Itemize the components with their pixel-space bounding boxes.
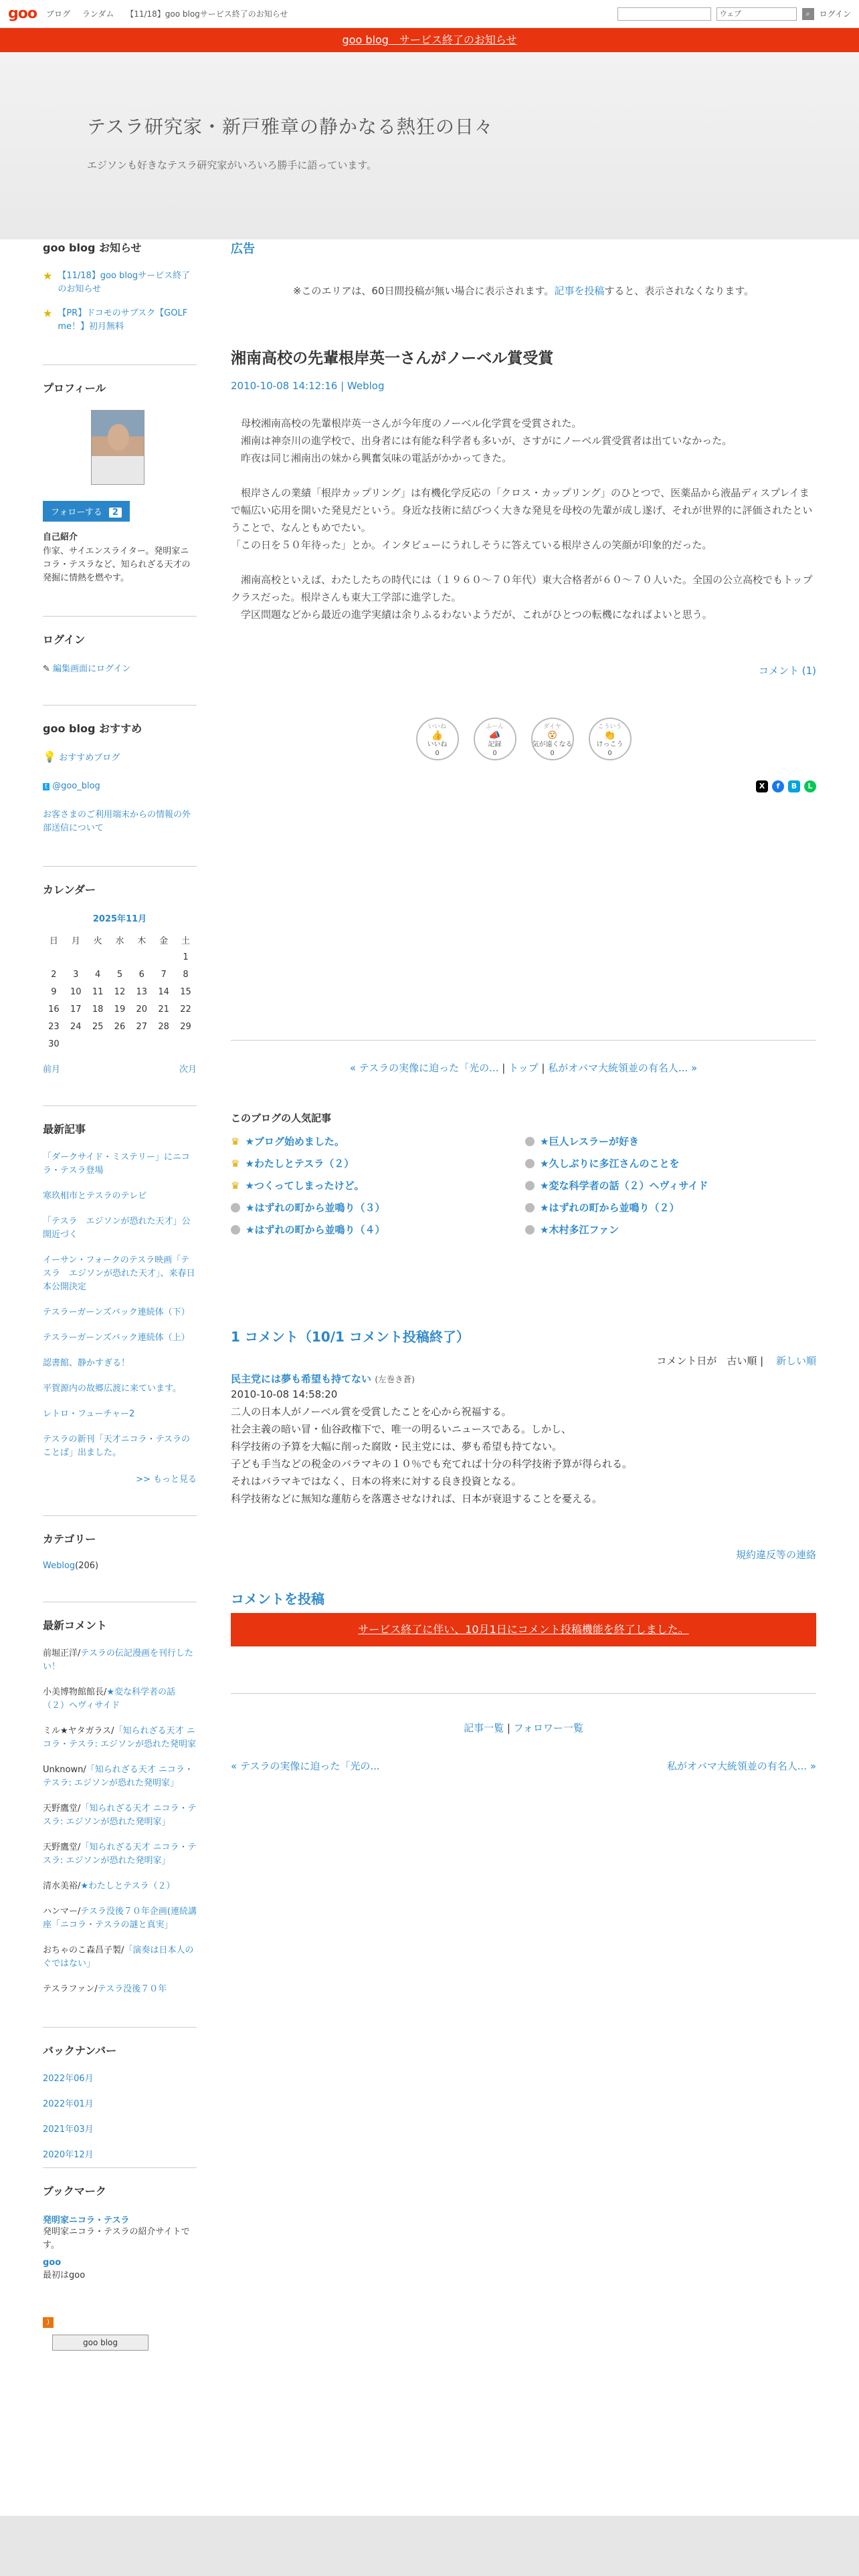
sidebar <box>43 239 197 2381</box>
dizzy-face-reaction-button[interactable] <box>531 718 574 760</box>
bookmark-desc: 発明家ニコラ・テスラの紹介サイトです。 <box>43 2227 190 2250</box>
calendar-day <box>130 1035 153 1053</box>
calendar-day[interactable]: 20 <box>136 1004 148 1014</box>
calendar-day[interactable]: 8 <box>183 969 189 980</box>
calendar-day <box>153 948 175 966</box>
star-icon: ★ <box>43 307 53 320</box>
rss-icon[interactable]: ) <box>43 2317 54 2328</box>
popular-item <box>525 1222 813 1237</box>
comment-sort: コメント日が 古い順 | 新しい順 <box>656 1355 816 1367</box>
reaction-label: けっこう <box>596 741 624 748</box>
recommend-link[interactable]: @goo_blog <box>52 781 100 791</box>
calendar-table <box>43 931 197 1053</box>
share-buttons <box>231 780 816 792</box>
recent-post-link[interactable]: レトロ・フューチャー2 <box>43 1409 135 1419</box>
popular-link[interactable]: ★木村多江ファン <box>540 1224 619 1236</box>
reaction-top: ダイヤ <box>543 724 561 730</box>
post-category-link[interactable]: Weblog <box>347 380 385 392</box>
pencil-icon: ✎ <box>43 664 50 674</box>
comment-line: 二人の日本人がノーベル賞を受賞したことを心から祝福する。 <box>231 1406 512 1418</box>
main-content <box>231 239 816 1773</box>
sidebar-recent-comments <box>43 1602 197 1996</box>
list-item <box>43 1306 197 1319</box>
reaction-count: 0 <box>435 750 440 757</box>
megaphone-icon: 📣 <box>488 730 501 741</box>
recent-comment-link[interactable]: 「知られざる天才 ニコラ・テスラ: エジソンが恐れた発明家 <box>43 1726 196 1749</box>
list-item <box>43 1686 197 1713</box>
search-type-select[interactable]: ウェブ <box>717 7 797 21</box>
badge-label: goo blog <box>82 2338 118 2347</box>
report-link[interactable]: 規約違反等の連絡 <box>735 1549 816 1561</box>
list-item <box>43 1983 197 1996</box>
sidebar-heading: カテゴリー <box>43 1533 96 1545</box>
sort-label: コメント日が <box>656 1355 717 1367</box>
calendar-day <box>87 1035 109 1053</box>
calendar-day[interactable]: 26 <box>114 1021 126 1032</box>
sidebar-heading: 最新コメント <box>43 1619 108 1632</box>
list-item <box>43 270 197 296</box>
comment-author: 天野鷹堂/ <box>43 1842 81 1852</box>
more-link[interactable]: >> もっと見る <box>136 1475 197 1485</box>
calendar-day[interactable]: 18 <box>92 1004 104 1014</box>
nav-blog[interactable]: ブログ <box>45 9 70 19</box>
post-paragraph: 湘南高校といえば、わたしたちの時代には（１９６０〜７０年代）東大合格者が６０〜７０人いた。全国の公立高校でもトップクラスだった。根岸さんも東大工学部に進学した。 <box>231 574 813 603</box>
popular-link[interactable]: ★ブログ始めました。 <box>245 1136 345 1148</box>
next-post-link[interactable]: 私がオバマ大統領並の有名人... » <box>667 1760 816 1772</box>
list-item <box>43 1190 197 1203</box>
calendar-day[interactable]: 10 <box>70 986 82 997</box>
post-date: 2010-10-08 14:12:16 <box>231 380 338 392</box>
sidebar-heading: ログイン <box>43 633 86 646</box>
popular-item <box>231 1134 525 1148</box>
rank-dot-icon <box>231 1203 240 1212</box>
calendar-weekday: 金 <box>159 936 169 946</box>
follower-list-link[interactable]: フォロワー一覧 <box>513 1722 583 1734</box>
blog-subtitle: エジソンも好きなテスラ研究家がいろいろ勝手に語っています。 <box>87 159 377 171</box>
popular-item <box>525 1200 813 1214</box>
calendar-day <box>130 948 153 966</box>
megaphone-reaction-button[interactable] <box>474 718 516 760</box>
calendar-day[interactable]: 1 <box>183 952 189 962</box>
calendar-weekday: 月 <box>71 936 80 946</box>
post-title[interactable]: 湘南高校の先輩根岸英一さんがノーベル賞受賞 <box>231 350 554 367</box>
recent-comment-link[interactable]: 「知られざる天才 ニコラ・テスラ: エジソンが恐れた発明家」 <box>43 1804 197 1827</box>
rank-dot-icon <box>231 1225 240 1235</box>
search-icon[interactable]: ⌕ <box>802 8 814 20</box>
facebook-share-icon[interactable]: f <box>772 780 784 792</box>
sidebar-heading: 最新記事 <box>43 1123 86 1136</box>
comment-author: (左巻き蒼) <box>375 1374 415 1384</box>
bookmark-link[interactable]: goo <box>43 2258 62 2268</box>
post-comment-closed-link[interactable]: サービス終了に伴い、10月1日にコメント投稿機能を終了しました。 <box>358 1623 689 1636</box>
crown-icon: ♛ <box>231 1157 240 1170</box>
dizzy-face-icon: 😵 <box>547 730 557 741</box>
calendar-weekday: 日 <box>49 936 58 946</box>
calendar-day[interactable]: 12 <box>114 986 126 997</box>
list-item <box>43 2098 197 2111</box>
popular-item <box>231 1156 525 1170</box>
nav-notice[interactable]: 【11/18】goo blogサービス終了のお知らせ <box>126 9 288 19</box>
sidebar-bookmark <box>43 2167 197 2351</box>
recent-comment-link[interactable]: テスラ没後７０年企画(連続講座「ニコラ・テスラの謎と真実」 <box>43 1907 197 1930</box>
sidebar-heading: goo blog おすすめ <box>43 722 142 735</box>
x-share-icon[interactable]: X <box>756 780 768 792</box>
calendar-week <box>43 1000 197 1018</box>
calendar-weekday: 木 <box>137 936 147 946</box>
backnumber-link[interactable]: 2021年03月 <box>43 2125 94 2135</box>
comment-title-link[interactable]: 民主党には夢も希望も持てない <box>231 1373 372 1385</box>
recent-post-link[interactable]: 「テスラ エジソンが恐れた天才」公開近づく <box>43 1216 191 1240</box>
popular-item <box>231 1178 525 1192</box>
comments-section <box>231 1326 816 1562</box>
list-item <box>43 307 197 334</box>
intro-heading: 自己紹介 <box>43 532 78 542</box>
calendar-day[interactable]: 25 <box>92 1021 104 1032</box>
recommend-link[interactable]: お客さまのご利用端末からの情報の外部送信について <box>43 810 191 833</box>
calendar-day[interactable]: 17 <box>70 1004 82 1014</box>
calendar-day <box>109 948 131 966</box>
post-body <box>231 415 816 623</box>
category-link[interactable]: Weblog <box>43 1561 76 1571</box>
popular-link[interactable]: ★つくってしまったけど。 <box>245 1180 365 1192</box>
backnumber-link[interactable]: 2022年01月 <box>43 2099 94 2109</box>
recent-comment-link[interactable]: テスラ没後７０年 <box>97 1984 167 1994</box>
next-post-link[interactable]: 私がオバマ大統領並の有名人... » <box>548 1062 698 1074</box>
comment-count-link[interactable]: コメント (1) <box>758 665 816 677</box>
calendar-day[interactable]: 27 <box>136 1021 148 1032</box>
list-item <box>43 1408 197 1421</box>
sidebar-heading: ブックマーク <box>43 2185 106 2197</box>
list-item <box>43 1215 197 1242</box>
prev-post-link[interactable]: « テスラの実像に迫った「光の... <box>231 1760 380 1772</box>
comment-line: 子ども手当などの税金のバラマキの１０％でも充てれば十分の科学技術予算が得られる。 <box>231 1458 633 1470</box>
bookmark-desc: 最初はgoo <box>43 2270 86 2280</box>
calendar-day <box>65 948 87 966</box>
calendar-prev[interactable]: 前月 <box>43 1065 61 1075</box>
calendar-day[interactable]: 30 <box>48 1039 60 1049</box>
comment-line: 社会主義の暗い冒・仙谷政権下で、唯一の明るいニュースである。しかし、 <box>231 1423 571 1435</box>
comment-author: テスラファン/ <box>43 1984 98 1994</box>
sidebar-recommend <box>43 705 197 835</box>
list-item <box>43 750 197 765</box>
comment-author: Unknown/ <box>43 1765 86 1775</box>
post-paragraph: 湘南は神奈川の進学校で、出身者には有能な科学者も多いが、さすがにノーベル賞受賞者は出ていなかった。 <box>231 435 733 447</box>
twitter-icon: t <box>43 783 50 790</box>
recent-post-link[interactable]: 「ダークサイド・ミステリー」にニコラ・テスラ登場 <box>43 1152 190 1176</box>
top-search <box>617 7 851 21</box>
recent-post-link[interactable]: 寒玖相市とテスラのテレビ <box>43 1191 147 1201</box>
reaction-count: 0 <box>550 750 555 757</box>
comment-date: 2010-10-08 14:58:20 <box>231 1388 338 1400</box>
follow-count: 2 <box>109 508 122 518</box>
recommend-link[interactable]: おすすめブログ <box>59 753 120 763</box>
list-item <box>43 1151 197 1178</box>
list-item <box>43 1382 197 1396</box>
list-item <box>43 1763 197 1790</box>
paragraph-gap <box>231 467 816 484</box>
crown-icon: ♛ <box>231 1135 240 1148</box>
recent-post-link[interactable]: テスラーガーンズバック連続体（上） <box>43 1333 190 1343</box>
lightbulb-icon: 💡 <box>43 750 56 763</box>
clap-icon: 👏 <box>603 730 616 741</box>
category-count: (206) <box>75 1561 99 1571</box>
popular-link[interactable]: ★わたしとテスラ（２） <box>245 1158 355 1170</box>
ad-note-text: すると、表示されなくなります。 <box>604 285 755 297</box>
calendar-week <box>43 1018 197 1035</box>
top-link[interactable]: トップ <box>508 1062 539 1074</box>
list-item <box>43 2149 197 2162</box>
calendar-weekday: 水 <box>115 936 124 946</box>
calendar-day <box>65 1035 87 1053</box>
calendar-day[interactable]: 11 <box>92 986 104 997</box>
list-item <box>43 1357 197 1370</box>
calendar-day[interactable]: 4 <box>94 969 101 980</box>
popular-item <box>525 1178 813 1192</box>
calendar-day[interactable]: 19 <box>114 1004 126 1014</box>
popular-item <box>231 1222 525 1237</box>
calendar-week <box>43 983 197 1000</box>
popular-link[interactable]: ★はずれの町から並鳴り（３） <box>246 1202 385 1214</box>
thumbs-up-icon: 👍 <box>431 730 444 741</box>
list-item <box>43 1841 197 1868</box>
reaction-top: こういう <box>597 724 622 730</box>
post-comment-closed-bar <box>231 1613 816 1646</box>
comment-body <box>231 1403 816 1507</box>
popular-heading: このブログの人気記事 <box>231 1112 332 1124</box>
comment-author: 清水美裕/ <box>43 1881 81 1891</box>
calendar-weekday: 火 <box>93 936 102 946</box>
rank-dot-icon <box>525 1137 535 1146</box>
paragraph-gap <box>231 554 816 571</box>
hatena-share-icon[interactable]: B <box>788 780 800 792</box>
post-paragraph: 学区問題などから最近の進学実績は余りふるわないようだが、これがひとつの転機になればよいと思う。 <box>231 609 712 621</box>
sort-old[interactable]: 古い順 <box>727 1355 757 1367</box>
sidebar-heading: バックナンバー <box>43 2044 117 2057</box>
blog-header <box>0 52 859 239</box>
popular-item <box>525 1156 813 1170</box>
star-icon: ★ <box>43 270 53 282</box>
popular-link[interactable]: ★はずれの町から並鳴り（４） <box>246 1224 385 1236</box>
calendar-day[interactable]: 6 <box>138 969 145 980</box>
thumbs-up-reaction-button[interactable] <box>416 718 459 760</box>
post-paragraph: 根岸さんの業績「根岸カップリング」は有機化学反応の「クロス・カップリング」のひとつで、医薬品から液晶ディスプレイまで幅広い応用を開いた発見だという。身近な技術に結びつく大きな発見を母校の先輩が成し遂げ、それが世界的に評価されたということで、なんともめでたい。 <box>231 487 813 534</box>
post-pager: « テスラの実像に迫った「光の... | トップ | 私がオバマ大統領並の有名人... » <box>231 1040 816 1075</box>
footer-links: 記事一覧 | フォロワー一覧 <box>231 1693 816 1735</box>
recent-comment-link[interactable]: テスラの伝記漫画を刊行したい！ <box>43 1648 193 1672</box>
follow-button[interactable] <box>43 501 130 522</box>
goo-logo[interactable]: goo <box>8 5 37 22</box>
ad-note <box>231 284 816 298</box>
nav-random[interactable]: ランダム <box>82 9 114 19</box>
top-bar <box>0 0 859 28</box>
notice-link[interactable]: 【PR】ドコモのサブスク【GOLF me！】初月無料 <box>58 308 188 332</box>
rank-dot-icon <box>525 1159 535 1168</box>
calendar-day <box>175 1035 197 1053</box>
calendar-day[interactable]: 5 <box>116 969 123 980</box>
sidebar-category <box>43 1515 197 1571</box>
article-list-link[interactable]: 記事一覧 <box>464 1722 504 1734</box>
login-link[interactable]: ログイン <box>819 9 851 19</box>
comment-author: ミル★ヤタガラス/ <box>43 1726 114 1736</box>
list-item <box>43 1802 197 1829</box>
post-paragraph: 「この日を５０年待った」とか。インタビューにうれしそうに答えている根岸さんの笑顔が印象的だった。 <box>231 539 712 551</box>
list-item <box>43 780 197 794</box>
popular-link[interactable]: ★変な科学者の話（２）ヘヴィサイド <box>540 1180 708 1192</box>
reaction-label: 気が遠くなる <box>532 741 573 748</box>
recent-comment-link[interactable]: 「知られざる天才 ニコラ・テスラ: エジソンが恐れた発明家」 <box>43 1842 197 1866</box>
bookmark-link[interactable]: 発明家ニコラ・テスラ <box>43 2216 130 2226</box>
list-item <box>43 1254 197 1294</box>
calendar-day <box>153 1035 175 1053</box>
avatar[interactable] <box>91 410 145 485</box>
calendar-day[interactable]: 9 <box>51 986 57 997</box>
calendar-day[interactable]: 29 <box>180 1021 191 1032</box>
popular-item <box>231 1200 525 1214</box>
recent-post-link[interactable]: 平賀源内の故郷広渡に来ています。 <box>43 1384 181 1394</box>
calendar-day[interactable]: 13 <box>136 986 148 997</box>
calendar-next[interactable]: 次月 <box>179 1065 197 1075</box>
recent-post-link[interactable]: イーサン・フォークのテスラ映画「テスラ エジソンが恐れた天才」、来春日本公開決定 <box>43 1255 195 1292</box>
rank-dot-icon <box>525 1225 535 1235</box>
top-nav <box>46 8 297 19</box>
comments-heading: 1 コメント（10/1 コメント投稿終了） <box>231 1329 470 1345</box>
comment-title <box>231 1372 816 1386</box>
calendar-day[interactable]: 21 <box>158 1004 169 1014</box>
popular-posts <box>231 1111 816 1237</box>
sidebar-backnumber <box>43 2027 197 2160</box>
calendar-day[interactable]: 23 <box>48 1021 60 1032</box>
calendar-day[interactable]: 28 <box>158 1021 169 1032</box>
comment-author: 小美博物館館長/ <box>43 1687 107 1697</box>
service-notice-link[interactable]: goo blog サービス終了のお知らせ <box>342 33 517 46</box>
sidebar-login <box>43 616 197 674</box>
reaction-buttons <box>231 718 816 760</box>
calendar-day <box>109 1035 131 1053</box>
edit-login-link[interactable]: 編集画面にログイン <box>53 664 131 674</box>
calendar-day[interactable]: 24 <box>70 1021 82 1032</box>
reaction-label: 記録 <box>488 741 502 748</box>
calendar-day <box>43 948 65 966</box>
rank-dot-icon <box>525 1203 535 1212</box>
popular-link[interactable]: ★久しぶりに多江さんのことを <box>540 1158 680 1170</box>
ad-note-text: ※このエリアは、60日間投稿が無い場合に表示されます。 <box>292 285 555 297</box>
list-item <box>43 1944 197 1971</box>
recent-post-link[interactable]: 認書館、静かすぎる！ <box>43 1358 130 1368</box>
sort-new[interactable]: 新しい順 <box>775 1355 816 1367</box>
notice-link[interactable]: 【11/18】goo blogサービス終了のお知らせ <box>58 271 191 294</box>
calendar-day[interactable]: 14 <box>158 986 169 997</box>
goo-blog-badge[interactable] <box>52 2335 149 2351</box>
backnumber-link[interactable]: 2022年06月 <box>43 2074 94 2084</box>
follow-label: フォローする <box>51 508 102 518</box>
popular-link[interactable]: ★巨人レスラーが好き <box>540 1136 639 1148</box>
list-item <box>43 1433 197 1460</box>
comment-line: 科学技術などに無知な蓮舫らを落選させなければ、日本が衰退することを憂える。 <box>231 1493 603 1505</box>
list-item <box>43 2123 197 2137</box>
blog-title[interactable]: テスラ研究家・新戸雅章の静かなる熱狂の日々 <box>87 116 494 138</box>
list-item <box>43 809 197 835</box>
search-input[interactable] <box>617 7 711 21</box>
calendar-week <box>43 1035 197 1053</box>
recent-comment-link[interactable]: ★わたしとテスラ（２） <box>80 1881 175 1891</box>
sidebar-profile <box>43 364 197 585</box>
recent-post-link[interactable]: テスラの新刊「天才ニコラ・テスラのことば」出ました。 <box>43 1434 190 1458</box>
list-item <box>43 1647 197 1674</box>
recent-comment-link[interactable]: 「知られざる天才 ニコラ・テスラ: エジソンが恐れた発明家」 <box>43 1765 193 1788</box>
post-paragraph: 昨夜は同じ湘南出の妹から興奮気味の電話がかかってきた。 <box>231 452 512 464</box>
list-item <box>43 1331 197 1345</box>
service-notice-bar <box>0 28 859 52</box>
comment-author: 天野鷹堂/ <box>43 1804 81 1814</box>
comment-author: おちゃのこ森昌子製/ <box>43 1945 124 1955</box>
calendar-day[interactable]: 15 <box>180 986 191 997</box>
calendar-day[interactable]: 7 <box>161 969 167 980</box>
reaction-top: ふーん <box>485 724 504 730</box>
footer-pager <box>231 1759 816 1773</box>
recent-post-link[interactable]: テスラーガーンズバック連続体（下） <box>43 1307 190 1317</box>
post-paragraph: 母校湘南高校の先輩根岸英一さんが今年度のノーベル化学賞を受賞された。 <box>231 417 582 429</box>
recent-comment-link[interactable]: ★変な科学者の話（２）ヘヴィサイド <box>43 1687 176 1711</box>
clap-reaction-button[interactable] <box>589 718 632 760</box>
calendar-day[interactable]: 2 <box>51 969 57 980</box>
line-share-icon[interactable]: L <box>804 780 816 792</box>
page-footer <box>0 2516 859 2576</box>
calendar-day[interactable]: 22 <box>180 1004 191 1014</box>
list-item <box>43 1880 197 1893</box>
calendar-day <box>87 948 109 966</box>
sidebar-heading: プロフィール <box>43 382 106 395</box>
calendar-day[interactable]: 16 <box>48 1004 60 1014</box>
sidebar-notice <box>43 239 197 334</box>
recent-comment-link[interactable]: 「演奏は日本人のぐではない」 <box>43 1945 194 1969</box>
post-meta: 2010-10-08 14:12:16 | Weblog <box>231 380 385 392</box>
calendar-month: 2025年11月 <box>92 914 147 924</box>
crown-icon: ♛ <box>231 1179 240 1192</box>
sidebar-calendar <box>43 866 197 1075</box>
comment-line: 科学技術の予算を大幅に削った腐敗・民主党には、夢も希望も持てない。 <box>231 1440 563 1453</box>
calendar-week <box>43 948 197 966</box>
calendar-day[interactable]: 3 <box>73 969 79 980</box>
post-comment-heading: コメントを投稿 <box>231 1591 324 1607</box>
reaction-top: いいね <box>427 724 446 730</box>
reaction-count: 0 <box>492 750 497 757</box>
list-item <box>43 1905 197 1932</box>
popular-item <box>525 1134 813 1148</box>
calendar-weekday: 土 <box>181 936 191 946</box>
prev-post-link[interactable]: « テスラの実像に迫った「光の... <box>349 1062 499 1074</box>
backnumber-link[interactable]: 2020年12月 <box>43 2150 94 2160</box>
list-item <box>43 2072 197 2086</box>
sidebar-recent-posts <box>43 1105 197 1485</box>
ad-heading: 広告 <box>231 242 255 256</box>
calendar-week <box>43 966 197 983</box>
sidebar-heading: goo blog お知らせ <box>43 241 142 254</box>
intro-text: 作家、サイエンスライター。発明家ニコラ・テスラなど、知られざる天才の発掘に情熱を燃やす。 <box>43 546 191 583</box>
post-article-link[interactable]: 記事を投稿 <box>554 285 605 297</box>
list-item <box>43 1725 197 1751</box>
rank-dot-icon <box>525 1181 535 1190</box>
popular-link[interactable]: ★はずれの町から並鳴り（２） <box>540 1202 680 1214</box>
comment-line: それはバラマキではなく、日本の将来に対する良き投資となる。 <box>231 1475 522 1487</box>
reaction-count: 0 <box>607 750 612 757</box>
reaction-label: いいね <box>427 741 448 748</box>
comment-author: 前堀正洋/ <box>43 1648 81 1658</box>
sidebar-heading: カレンダー <box>43 883 96 896</box>
comment-author: ハンマー/ <box>43 1907 81 1917</box>
